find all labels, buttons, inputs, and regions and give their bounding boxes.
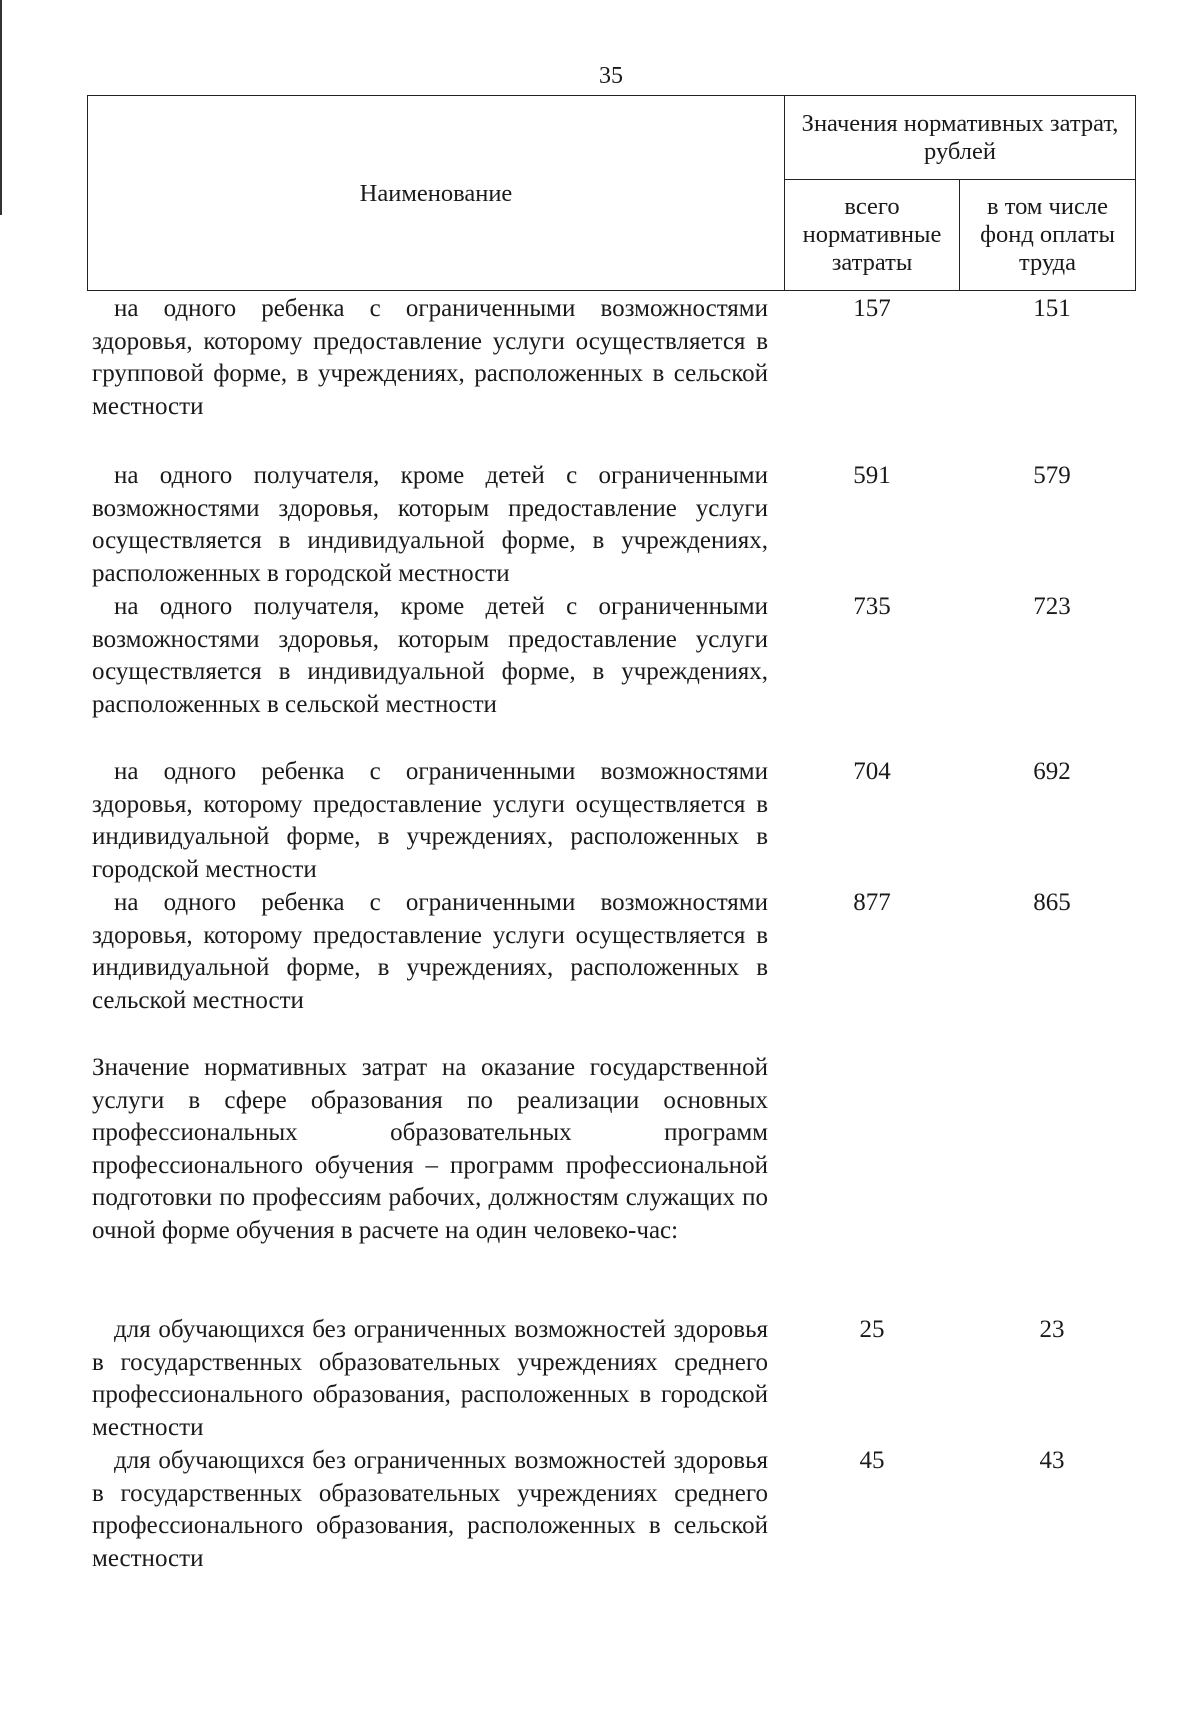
row-description: на одного получателя, кроме детей с ограниченными возможностями здоровья, которым предоставление услуги осуществляется в индивидуальной форме, в учреждениях, расположенных в сельской местности	[92, 593, 768, 718]
row-wage-value: 723	[1033, 593, 1071, 620]
row-wage-value: 865	[1033, 889, 1071, 916]
row-total-value: 157	[853, 295, 891, 322]
row-total-value: 877	[853, 889, 891, 916]
header-values-group: Значения нормативных затрат, рублей	[785, 96, 1136, 180]
row-wage-value: 151	[1033, 295, 1071, 322]
row-total-value: 735	[853, 593, 891, 620]
section-heading-text: Значение нормативных затрат на оказание государственной услуги в сфере образования по реализации основных профессиональных образовательных программ профессионального обучения – программ профессиональной подготовки по профессиям рабочих, должностям служащих по очной форме обучения в расчете на один человеко-час:	[92, 1054, 768, 1244]
row-description: на одного ребенка с ограниченными возможностями здоровья, которому предоставление услуги осуществляется в индивидуальной форме, в учреждениях, расположенных в сельской местности	[92, 889, 768, 1014]
header-wage-column: в том числе фонд оплаты труда	[960, 180, 1136, 291]
row-description: на одного ребенка с ограниченными возможностями здоровья, которому предоставление услуги осуществляется в групповой форме, в учреждениях, расположенных в сельской местности	[92, 295, 768, 420]
row-wage-value: 579	[1033, 462, 1071, 489]
row-description: для обучающихся без ограниченных возможностей здоровья в государственных образовательных учреждениях среднего профессионального образования, расположенных в сельской местности	[92, 1447, 768, 1572]
header-total-column: всего нормативные затраты	[785, 180, 960, 291]
row-wage-value: 43	[1039, 1447, 1065, 1474]
row-description: для обучающихся без ограниченных возможностей здоровья в государственных образовательных учреждениях среднего профессионального образования, расположенных в городской местности	[92, 1316, 768, 1441]
row-description: на одного получателя, кроме детей с ограниченными возможностями здоровья, которым предоставление услуги осуществляется в индивидуальной форме, в учреждениях, расположенных в городской местности	[92, 462, 768, 587]
header-name-column: Наименование	[88, 96, 785, 291]
row-wage-value: 692	[1033, 758, 1071, 785]
row-description: на одного ребенка с ограниченными возможностями здоровья, которому предоставление услуги осуществляется в индивидуальной форме, в учреждениях, расположенных в городской местности	[92, 758, 768, 883]
row-total-value: 25	[859, 1316, 885, 1343]
page-number: 35	[599, 63, 623, 89]
row-wage-value: 23	[1039, 1316, 1065, 1343]
row-total-value: 45	[859, 1447, 885, 1474]
row-total-value: 704	[853, 758, 891, 785]
row-total-value: 591	[853, 462, 891, 489]
